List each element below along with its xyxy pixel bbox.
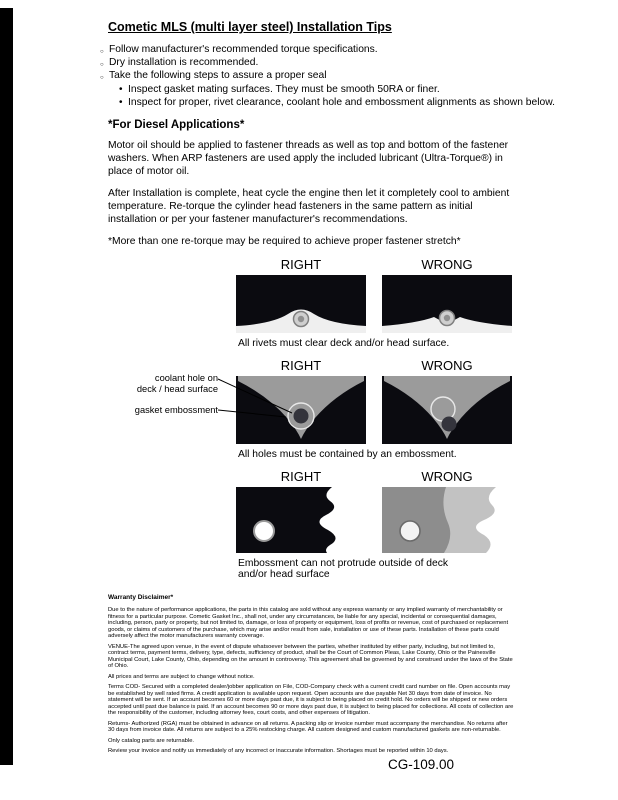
coolant-callout-line2: deck / head surface <box>136 384 218 395</box>
wrong-label: WRONG <box>421 358 473 374</box>
diagram-row-embossment <box>236 469 512 580</box>
embossment-wrong-diagram <box>382 487 512 553</box>
legal-paragraph: Only catalog parts are returnable. <box>108 737 195 744</box>
hole-right-diagram <box>236 376 366 444</box>
right-label: RIGHT <box>280 358 322 374</box>
diagram-row1-caption: All rivets must clear deck and/or head surface. <box>238 338 450 350</box>
legal-paragraph: Returns- Authorized (RGA) must be obtained in advance on all returns. A packing slip or invoice number must accompany the merchandise. No returns after 30 days from invoice date. All returns are subject to a 25% restocking charge. All custom designed and custom manufactured gaskets are non-returnable. <box>108 720 508 734</box>
diagram-row-holes <box>236 358 512 460</box>
warranty-disclaimer-section <box>108 594 514 755</box>
legal-paragraph: Review your invoice and notify us immediately of any incorrect or inaccurate information. Shortages must be reported within 10 days. <box>108 748 449 755</box>
gasket-embossment-callout: gasket embossment <box>134 405 218 416</box>
subtip-text: Inspect for proper, rivet clearance, coolant hole and embossment alignments as shown below. <box>128 96 555 108</box>
tip-text: Follow manufacturer's recommended torque specifications. <box>109 44 378 55</box>
subtip-item <box>119 83 590 96</box>
page-content <box>100 20 590 759</box>
subtip-text: Inspect gasket mating surfaces. They must be smooth 50RA or finer. <box>128 83 440 95</box>
diagram-row2-caption: All holes must be contained by an embossment. <box>238 449 457 461</box>
diesel-paragraph-3: *More than one re-torque may be required to achieve proper fastener stretch* <box>108 236 461 248</box>
tip-text: Take the following steps to assure a proper seal <box>109 70 327 82</box>
wrong-label: WRONG <box>421 469 473 485</box>
tip-text: Dry installation is recommended. <box>109 57 259 69</box>
tip-item <box>100 56 590 69</box>
diagram-row3-images <box>236 487 512 553</box>
coolant-callout-line1: coolant hole on <box>154 373 218 384</box>
embossment-right-diagram <box>236 487 366 553</box>
hole-wrong-diagram <box>382 376 512 444</box>
diagram-row1-header <box>236 257 512 272</box>
left-black-bar <box>0 8 13 765</box>
rivet-right-diagram <box>236 275 366 333</box>
rivet-wrong-diagram <box>382 275 512 333</box>
installation-tips-list <box>100 43 590 109</box>
diesel-paragraph-2: After Installation is complete, heat cycle the engine then let it completely cool to ambient temperature. Re-torque the cylinder head fasteners in the same pattern as initial installation or per your fastener manufacturer's recommendations. <box>108 188 510 226</box>
tip-item <box>100 43 590 56</box>
diagram-row2-images <box>236 376 512 444</box>
legal-paragraph: All prices and terms are subject to change without notice. <box>108 673 255 680</box>
page-title: Cometic MLS (multi layer steel) Installation Tips <box>108 20 392 34</box>
right-label: RIGHT <box>280 257 322 273</box>
wrong-label: WRONG <box>421 257 473 273</box>
warranty-disclaimer-heading: Warranty Disclaimer* <box>108 594 174 602</box>
legal-paragraph: Due to the nature of performance applications, the parts in this catalog are sold without any express warranty or any implied warranty of merchantability or fitness for a particular purpose. Cometic Gasket Inc., shall not, under any circumstances, be liable for any special, incidental or consequential damages, including, person, party or property, but not limited to, damage, or loss of property or equipment, loss of profits or revenue, cost of purchased or replacement goods, or claims of customers of the purchase, which may arise and/or result from sale, installation or use of these parts. Installation of these parts could adversely affect the motor manufacturers warranty coverage. <box>108 607 509 640</box>
subtip-item <box>119 96 590 109</box>
tip-item <box>100 69 590 109</box>
right-label: RIGHT <box>280 469 322 485</box>
legal-paragraph: Terms COD- Secured with a completed dealer/jobber application on File, COD-Company check with a current credit card number on file. Open accounts may be established by well rated firms. A credit application is available upon request. Open accounts are due payable Net 30 days from date of invoice. No statement will be sent. If an account becomes 60 or more days past due, it is subject to being placed on credit hold. No orders will be shipped or new orders accepted until past due balance is paid. If an account becomes 90 or more days past due, it is subject to being placed for collections. All costs of collection are the responsibility of the customer, including attorney fees, court costs, and other expenses of litigation. <box>108 684 514 717</box>
diagram-row2-header <box>236 358 512 373</box>
legal-paragraph: VENUE-The agreed upon venue, in the event of dispute whatsoever between the parties, whether instituted by either party, including, but not limited to, contract terms, payment terms, delivery, type, defects, sufficiency of product, shall be the Court of Common Pleas, Lake County, Ohio or the Painesville Municipal Court, Lake County, Ohio, depending on the amount in controversy. This agreement shall be governed by and construed under the laws of the State of Ohio. <box>108 643 513 670</box>
diagram-row3-caption: Embossment can not protrude outside of deck and/or head surface <box>238 558 449 581</box>
diagram-row3-header <box>236 469 512 484</box>
diagram-row1-images <box>236 275 512 333</box>
coolant-hole-callout <box>118 373 218 395</box>
page-code: CG-109.00 <box>388 757 455 772</box>
diagram-row-rivets <box>236 257 512 349</box>
diagram-row-holes-wrap <box>100 358 590 460</box>
diesel-paragraph-1: Motor oil should be applied to fastener threads as well as top and bottom of the fastener washers. When ARP fasteners are used apply the included lubricant (Ultra-Torque®) in place of motor oil. <box>108 140 509 178</box>
proper-seal-sublist <box>119 83 590 109</box>
diesel-applications-heading: *For Diesel Applications* <box>108 119 245 132</box>
